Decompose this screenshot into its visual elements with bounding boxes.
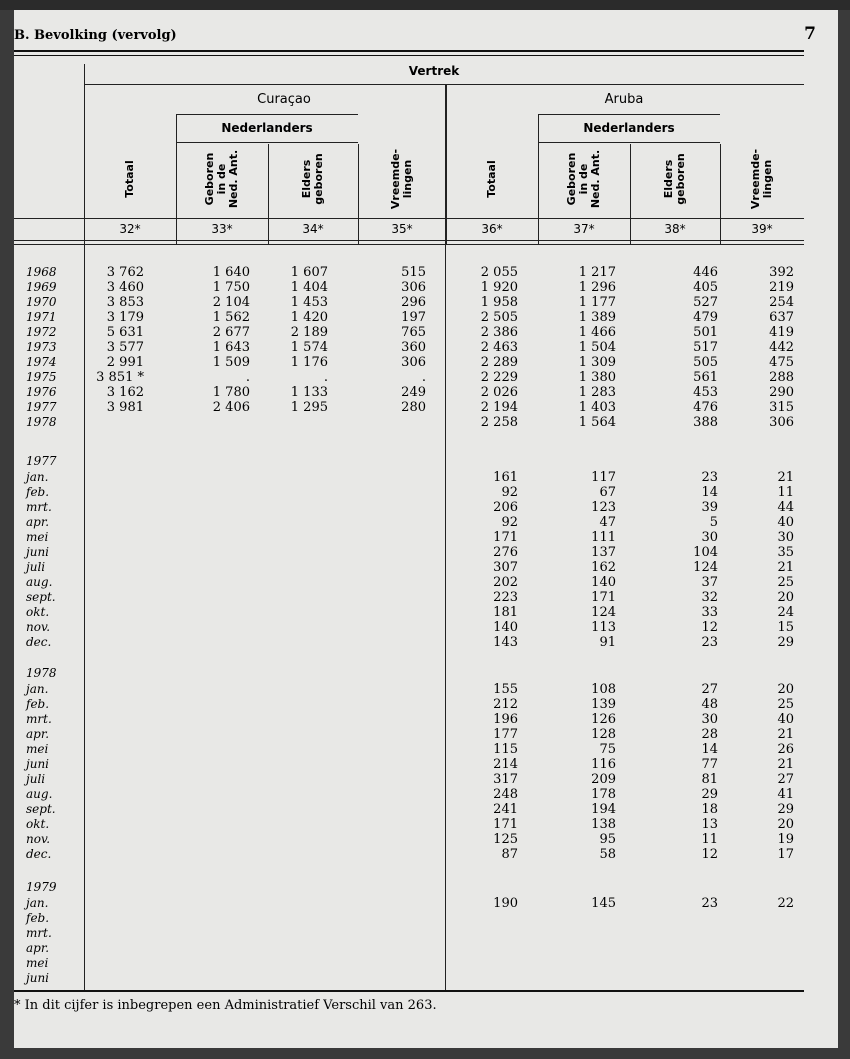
table-cell: 2 258 — [480, 415, 518, 430]
row-label: feb. — [26, 485, 50, 499]
table-cell: 1 643 — [212, 340, 250, 355]
row-label: nov. — [26, 832, 51, 846]
table-cell: 2 194 — [480, 400, 518, 415]
table-cell: 137 — [591, 545, 616, 560]
table-cell: 13 — [701, 817, 718, 832]
table-cell: 475 — [769, 355, 794, 370]
table-cell: 765 — [401, 325, 426, 340]
header-aruba: Aruba — [604, 92, 644, 107]
column-number-1: 32* — [119, 222, 141, 236]
table-cell: 20 — [777, 590, 794, 605]
vline-label — [84, 64, 85, 990]
table-cell: 44 — [777, 500, 794, 515]
table-cell: 24 — [777, 605, 794, 620]
table-cell: 27 — [777, 772, 794, 787]
row-label: mei — [26, 956, 49, 970]
table-cell: 219 — [769, 280, 794, 295]
row-label: okt. — [26, 817, 50, 831]
table-cell: 1 509 — [212, 355, 250, 370]
table-cell: 128 — [591, 727, 616, 742]
bottom-rule — [14, 990, 804, 992]
table-cell: 501 — [693, 325, 718, 340]
table-cell: 48 — [701, 697, 718, 712]
table-cell: 1 309 — [578, 355, 616, 370]
column-header-line: Elders — [300, 159, 313, 199]
table-cell: 1 564 — [578, 415, 616, 430]
table-cell: 1 504 — [578, 340, 616, 355]
table-cell: 2 289 — [480, 355, 518, 370]
column-header-1 — [124, 144, 136, 214]
table-cell: 17 — [777, 847, 794, 862]
column-header-8 — [750, 144, 774, 214]
column-header-4 — [390, 144, 414, 214]
hline-colnum — [14, 218, 804, 219]
header-nederlanders-aruba: Nederlanders — [583, 121, 675, 135]
table-cell: 161 — [493, 470, 518, 485]
table-cell: 1 296 — [578, 280, 616, 295]
row-label: 1971 — [26, 310, 57, 324]
column-header-line: lingen — [401, 159, 414, 199]
row-label: 1977 — [26, 400, 57, 414]
table-cell: 1 920 — [480, 280, 518, 295]
row-label: jan. — [26, 470, 49, 484]
statistics-table — [14, 56, 804, 990]
table-cell: 1 574 — [290, 340, 328, 355]
column-header-line: lingen — [761, 159, 774, 199]
row-label: feb. — [26, 697, 50, 711]
section-title: B. Bevolking (vervolg) — [14, 28, 177, 43]
row-label: apr. — [26, 515, 50, 529]
row-label: dec. — [26, 847, 52, 861]
table-cell: 178 — [591, 787, 616, 802]
row-label: aug. — [26, 787, 53, 801]
table-cell: 123 — [591, 500, 616, 515]
table-cell: 288 — [769, 370, 794, 385]
table-cell: 1 404 — [290, 280, 328, 295]
row-label: 1974 — [26, 355, 57, 369]
section-year-label: 1978 — [26, 666, 57, 680]
row-label: sept. — [26, 802, 56, 816]
row-label: 1973 — [26, 340, 57, 354]
table-cell: 87 — [501, 847, 518, 862]
table-cell: 39 — [701, 500, 718, 515]
hline-header-bottom2 — [14, 244, 804, 245]
table-cell: 1 453 — [290, 295, 328, 310]
row-label: 1968 — [26, 265, 57, 279]
table-cell: 388 — [693, 415, 718, 430]
column-number-4: 35* — [391, 222, 413, 236]
table-cell: 81 — [701, 772, 718, 787]
table-cell: 1 177 — [578, 295, 616, 310]
table-cell: 41 — [777, 787, 794, 802]
table-cell: 124 — [693, 560, 718, 575]
table-cell: 212 — [493, 697, 518, 712]
table-cell: 30 — [701, 530, 718, 545]
table-cell: 33 — [701, 605, 718, 620]
table-cell: 32 — [701, 590, 718, 605]
table-cell: 21 — [777, 470, 794, 485]
table-cell: 2 026 — [480, 385, 518, 400]
column-header-line: Ned. Ant. — [589, 149, 602, 209]
table-cell: 91 — [599, 635, 616, 650]
table-cell: 1 295 — [290, 400, 328, 415]
table-cell: 181 — [493, 605, 518, 620]
table-cell: 2 991 — [106, 355, 144, 370]
table-cell: 23 — [701, 470, 718, 485]
table-cell: 26 — [777, 742, 794, 757]
row-label: 1976 — [26, 385, 57, 399]
table-cell: 95 — [599, 832, 616, 847]
table-cell: 1 217 — [578, 265, 616, 280]
row-label: apr. — [26, 727, 50, 741]
table-cell: 453 — [693, 385, 718, 400]
hline-nederl-cur2 — [176, 142, 358, 143]
table-cell: 2 386 — [480, 325, 518, 340]
column-header-line: geboren — [674, 153, 687, 205]
section-year-label: 1979 — [26, 880, 57, 894]
table-cell: 3 981 — [106, 400, 144, 415]
table-cell: 3 851 * — [96, 370, 144, 385]
table-cell: . — [323, 370, 328, 385]
table-cell: 214 — [493, 757, 518, 772]
table-cell: 446 — [693, 265, 718, 280]
column-number-6: 37* — [573, 222, 595, 236]
table-cell: 196 — [493, 712, 518, 727]
table-cell: 171 — [493, 817, 518, 832]
table-cell: 18 — [701, 802, 718, 817]
row-label: aug. — [26, 575, 53, 589]
table-cell: 155 — [493, 682, 518, 697]
row-label: juni — [26, 545, 50, 559]
table-cell: 140 — [591, 575, 616, 590]
table-cell: 30 — [777, 530, 794, 545]
table-cell: 47 — [599, 515, 616, 530]
table-cell: 1 403 — [578, 400, 616, 415]
vline-island — [445, 84, 447, 244]
scan-edge — [0, 0, 850, 10]
table-cell: 92 — [501, 515, 518, 530]
hline-nederl-aru — [538, 114, 720, 115]
column-header-line: Geboren — [203, 152, 216, 206]
table-cell: 67 — [599, 485, 616, 500]
row-label: sept. — [26, 590, 56, 604]
table-cell: 2 229 — [480, 370, 518, 385]
table-cell: 124 — [591, 605, 616, 620]
table-cell: 92 — [501, 485, 518, 500]
table-cell: 3 762 — [106, 265, 144, 280]
column-header-line: Vreemde- — [389, 148, 402, 210]
table-cell: 11 — [777, 485, 794, 500]
top-rule — [14, 50, 804, 52]
table-cell: 561 — [693, 370, 718, 385]
column-number-5: 36* — [481, 222, 503, 236]
row-label: nov. — [26, 620, 51, 634]
column-header-line: Vreemde- — [749, 148, 762, 210]
table-cell: 1 640 — [212, 265, 250, 280]
table-cell: 3 162 — [106, 385, 144, 400]
table-cell: 505 — [693, 355, 718, 370]
column-number-2: 33* — [211, 222, 233, 236]
table-cell: 317 — [493, 772, 518, 787]
table-cell: 527 — [693, 295, 718, 310]
row-label: juni — [26, 971, 50, 985]
table-cell: 104 — [693, 545, 718, 560]
table-cell: 3 853 — [106, 295, 144, 310]
table-cell: 21 — [777, 560, 794, 575]
table-cell: 2 189 — [290, 325, 328, 340]
table-cell: 77 — [701, 757, 718, 772]
row-label: juli — [26, 772, 46, 786]
table-cell: 5 — [709, 515, 718, 530]
table-cell: 479 — [693, 310, 718, 325]
table-cell: 20 — [777, 817, 794, 832]
table-cell: 1 176 — [290, 355, 328, 370]
table-cell: 1 466 — [578, 325, 616, 340]
section-year-label: 1977 — [26, 454, 57, 468]
table-cell: 392 — [769, 265, 794, 280]
column-header-line: in de — [577, 163, 590, 195]
table-cell: 241 — [493, 802, 518, 817]
column-header-line: Totaal — [485, 160, 498, 198]
column-header-3 — [301, 144, 325, 214]
table-cell: 14 — [701, 742, 718, 757]
table-cell: 30 — [701, 712, 718, 727]
hline-nederl-cur — [176, 114, 358, 115]
row-label: mei — [26, 530, 49, 544]
table-cell: 254 — [769, 295, 794, 310]
table-cell: 206 — [493, 500, 518, 515]
table-cell: 2 677 — [212, 325, 250, 340]
table-cell: 1 562 — [212, 310, 250, 325]
table-cell: 2 055 — [480, 265, 518, 280]
row-label: 1972 — [26, 325, 57, 339]
table-cell: 1 380 — [578, 370, 616, 385]
row-label: okt. — [26, 605, 50, 619]
table-cell: 637 — [769, 310, 794, 325]
page-number: 7 — [804, 24, 816, 44]
table-cell: 108 — [591, 682, 616, 697]
table-cell: 21 — [777, 727, 794, 742]
table-cell: 2 406 — [212, 400, 250, 415]
table-cell: 117 — [591, 470, 616, 485]
table-cell: 115 — [493, 742, 518, 757]
table-cell: 315 — [769, 400, 794, 415]
table-cell: 37 — [701, 575, 718, 590]
table-cell: 442 — [769, 340, 794, 355]
table-cell: 162 — [591, 560, 616, 575]
table-cell: 23 — [701, 635, 718, 650]
table-cell: 515 — [401, 265, 426, 280]
table-cell: 1 750 — [212, 280, 250, 295]
table-cell: 223 — [493, 590, 518, 605]
table-cell: . — [245, 370, 250, 385]
table-cell: 29 — [777, 635, 794, 650]
table-cell: 25 — [777, 697, 794, 712]
table-cell: 1 420 — [290, 310, 328, 325]
table-cell: 113 — [591, 620, 616, 635]
table-cell: 15 — [777, 620, 794, 635]
row-label: mrt. — [26, 712, 52, 726]
table-cell: 360 — [401, 340, 426, 355]
table-cell: 249 — [401, 385, 426, 400]
table-cell: 476 — [693, 400, 718, 415]
table-cell: 28 — [701, 727, 718, 742]
table-cell: 5 631 — [106, 325, 144, 340]
table-cell: 1 780 — [212, 385, 250, 400]
column-header-7 — [663, 144, 687, 214]
footnote: * In dit cijfer is inbegrepen een Administratief Verschil van 263. — [14, 998, 437, 1013]
row-label: 1970 — [26, 295, 57, 309]
table-cell: 1 283 — [578, 385, 616, 400]
hline-header-bottom — [14, 240, 804, 241]
table-cell: 306 — [401, 355, 426, 370]
table-cell: 140 — [493, 620, 518, 635]
table-cell: 194 — [591, 802, 616, 817]
table-cell: 197 — [401, 310, 426, 325]
column-header-line: Ned. Ant. — [227, 149, 240, 209]
column-header-line: Geboren — [565, 152, 578, 206]
table-cell: 517 — [693, 340, 718, 355]
table-cell: 75 — [599, 742, 616, 757]
column-header-line: Totaal — [123, 160, 136, 198]
table-cell: . — [421, 370, 426, 385]
table-cell: 248 — [493, 787, 518, 802]
table-cell: 419 — [769, 325, 794, 340]
table-cell: 2 505 — [480, 310, 518, 325]
row-label: apr. — [26, 941, 50, 955]
table-cell: 2 104 — [212, 295, 250, 310]
row-label: juli — [26, 560, 46, 574]
table-cell: 138 — [591, 817, 616, 832]
row-label: mrt. — [26, 926, 52, 940]
column-header-2 — [204, 144, 240, 214]
table-cell: 12 — [701, 847, 718, 862]
table-cell: 139 — [591, 697, 616, 712]
table-cell: 14 — [701, 485, 718, 500]
table-cell: 23 — [701, 896, 718, 911]
table-cell: 40 — [777, 712, 794, 727]
column-header-line: in de — [215, 163, 228, 195]
table-cell: 3 460 — [106, 280, 144, 295]
row-label: jan. — [26, 896, 49, 910]
table-cell: 280 — [401, 400, 426, 415]
row-label: dec. — [26, 635, 52, 649]
column-header-6 — [566, 144, 602, 214]
column-number-7: 38* — [664, 222, 686, 236]
table-cell: 405 — [693, 280, 718, 295]
header-curacao: Curaçao — [257, 92, 311, 107]
table-cell: 177 — [493, 727, 518, 742]
table-cell: 171 — [591, 590, 616, 605]
table-cell: 1 389 — [578, 310, 616, 325]
row-label: 1969 — [26, 280, 57, 294]
table-cell: 306 — [401, 280, 426, 295]
table-cell: 3 179 — [106, 310, 144, 325]
table-cell: 11 — [701, 832, 718, 847]
table-cell: 3 577 — [106, 340, 144, 355]
table-cell: 1 958 — [480, 295, 518, 310]
table-cell: 209 — [591, 772, 616, 787]
column-header-line: geboren — [312, 153, 325, 205]
table-cell: 21 — [777, 757, 794, 772]
table-cell: 2 463 — [480, 340, 518, 355]
table-cell: 20 — [777, 682, 794, 697]
row-label: feb. — [26, 911, 50, 925]
table-cell: 276 — [493, 545, 518, 560]
row-label: 1978 — [26, 415, 57, 429]
table-cell: 1 133 — [290, 385, 328, 400]
table-cell: 126 — [591, 712, 616, 727]
table-cell: 58 — [599, 847, 616, 862]
row-label: 1975 — [26, 370, 57, 384]
table-cell: 111 — [591, 530, 616, 545]
table-cell: 290 — [769, 385, 794, 400]
table-cell: 125 — [493, 832, 518, 847]
table-cell: 202 — [493, 575, 518, 590]
column-header-5 — [486, 144, 498, 214]
row-label: mrt. — [26, 500, 52, 514]
table-cell: 190 — [493, 896, 518, 911]
row-label: mei — [26, 742, 49, 756]
column-header-line: Elders — [662, 159, 675, 199]
table-cell: 27 — [701, 682, 718, 697]
column-number-3: 34* — [302, 222, 324, 236]
table-cell: 29 — [701, 787, 718, 802]
hline-vertrek — [84, 84, 804, 85]
table-cell: 19 — [777, 832, 794, 847]
table-cell: 40 — [777, 515, 794, 530]
table-cell: 145 — [591, 896, 616, 911]
table-cell: 25 — [777, 575, 794, 590]
table-cell: 307 — [493, 560, 518, 575]
hline-nederl-aru2 — [538, 142, 720, 143]
table-cell: 296 — [401, 295, 426, 310]
table-cell: 116 — [591, 757, 616, 772]
column-number-8: 39* — [751, 222, 773, 236]
table-cell: 29 — [777, 802, 794, 817]
table-cell: 35 — [777, 545, 794, 560]
row-label: juni — [26, 757, 50, 771]
table-cell: 22 — [777, 896, 794, 911]
table-cell: 143 — [493, 635, 518, 650]
row-label: jan. — [26, 682, 49, 696]
header-nederlanders-curacao: Nederlanders — [221, 121, 313, 135]
table-cell: 171 — [493, 530, 518, 545]
table-cell: 12 — [701, 620, 718, 635]
table-cell: 306 — [769, 415, 794, 430]
table-cell: 1 607 — [290, 265, 328, 280]
header-vertrek: Vertrek — [408, 64, 460, 78]
